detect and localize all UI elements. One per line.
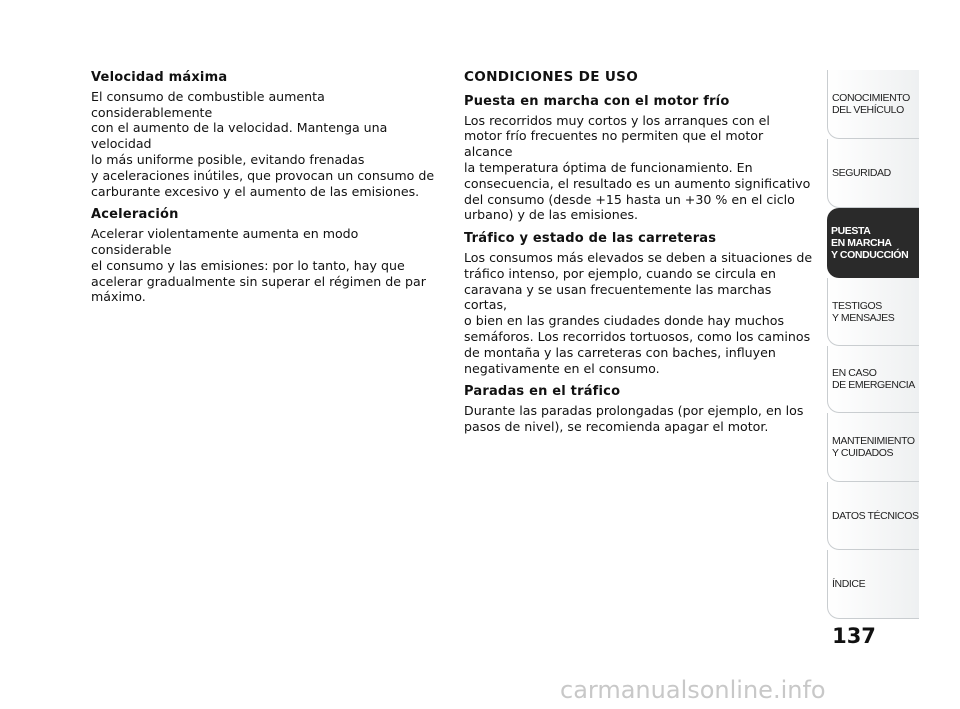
page-number: 137 xyxy=(832,624,876,648)
section-paradas xyxy=(464,384,814,434)
section-heading: Puesta en marcha con el motor frío xyxy=(464,93,730,109)
section-heading: Velocidad máxima xyxy=(91,70,228,85)
tab-datos-tecnicos[interactable]: DATOS TÉCNICOS xyxy=(827,482,919,550)
tab-conocimiento-del-vehiculo[interactable]: CONOCIMIENTO DEL VEHÍCULO xyxy=(827,70,919,139)
right-column xyxy=(464,70,814,443)
section-text: Durante las paradas prolongadas (por ejemplo, en los pasos de nivel), se recomienda apagar el motor. xyxy=(464,403,804,434)
section-heading: Tráfico y estado de las carreteras xyxy=(464,231,717,247)
section-trafico xyxy=(464,231,814,376)
chapter-tabs xyxy=(827,70,919,619)
section-heading: Paradas en el tráfico xyxy=(464,384,621,400)
page-title: CONDICIONES DE USO xyxy=(464,69,639,85)
tab-testigos-y-mensajes[interactable]: TESTIGOS Y MENSAJES xyxy=(827,278,919,346)
section-velocidad-maxima xyxy=(91,70,441,199)
left-column xyxy=(91,70,441,313)
section-heading: Aceleración xyxy=(91,207,179,223)
watermark: carmanualsonline.info xyxy=(560,676,826,704)
section-aceleracion xyxy=(91,207,441,305)
section-text: Los consumos más elevados se deben a situaciones de tráfico intenso, por ejemplo, cuando se circula en caravana y se usan frecuentemente las marchas cortas, o bien en las grandes ciudades donde hay muchos semáforos. Los recorridos tortuosos, como los caminos de montaña y las carreteras con baches, influyen negativamente en el consumo. xyxy=(464,249,813,376)
tab-en-caso-de-emergencia[interactable]: EN CASO DE EMERGENCIA xyxy=(827,346,919,413)
tab-seguridad[interactable]: SEGURIDAD xyxy=(827,139,919,208)
tab-puesta-en-marcha[interactable]: PUESTA EN MARCHA Y CONDUCCIÓN xyxy=(827,208,919,278)
section-text: El consumo de combustible aumenta considerablemente con el aumento de la velocidad. Mantenga una velocidad lo más uniforme posible, evitando frenadas y aceleraciones inútiles, que provocan un consumo de carburante excesivo y el aumento de las emisiones. xyxy=(91,88,435,199)
section-text: Acelerar violentamente aumenta en modo considerable el consumo y las emisiones: por lo tanto, hay que acelerar gradualmente sin superar el régimen de par máximo. xyxy=(91,226,426,305)
tab-indice[interactable]: ÍNDICE xyxy=(827,550,919,619)
section-text: Los recorridos muy cortos y los arranques con el motor frío frecuentes no permiten que el motor alcance la temperatura óptima de funcionamiento. En consecuencia, el resultado es un aumento significativo del consumo (desde +15 hasta un +30 % en el ciclo urbano) y de las emisiones. xyxy=(464,112,811,223)
tab-mantenimiento-y-cuidados[interactable]: MANTENIMIENTO Y CUIDADOS xyxy=(827,413,919,482)
section-motor-frio xyxy=(464,94,814,223)
